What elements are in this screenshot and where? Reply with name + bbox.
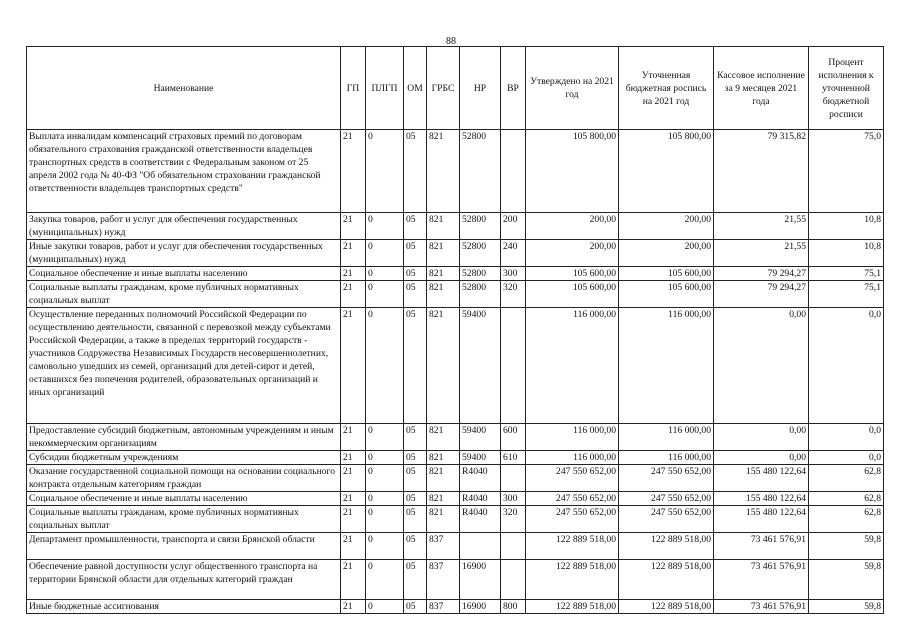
cell-cash: 79 294,27: [714, 267, 809, 281]
cell-vr: 800: [501, 600, 526, 614]
cell-grbs: 821: [427, 465, 460, 492]
cell-np: R4040: [460, 465, 501, 492]
cell-gp: 21: [341, 240, 366, 267]
cell-percent: 59,8: [809, 560, 884, 600]
cell-vr: 320: [501, 281, 526, 308]
cell-ppgp: 0: [366, 600, 404, 614]
cell-grbs: 837: [427, 600, 460, 614]
cell-refined: 247 550 652,00: [619, 506, 714, 533]
header-grbs: ГРБС: [427, 47, 460, 130]
cell-grbs: 837: [427, 533, 460, 560]
cell-np: 52800: [460, 240, 501, 267]
cell-ppgp: 0: [366, 465, 404, 492]
cell-name: Иные бюджетные ассигнования: [27, 600, 341, 614]
cell-approved: 105 800,00: [526, 130, 619, 213]
cell-refined: 247 550 652,00: [619, 465, 714, 492]
cell-name: Социальное обеспечение и иные выплаты населению: [27, 267, 341, 281]
cell-np: 52800: [460, 281, 501, 308]
cell-om: 05: [404, 451, 427, 465]
cell-cash: 73 461 576,91: [714, 533, 809, 560]
cell-name: Субсидии бюджетным учреждениям: [27, 451, 341, 465]
header-name: Наименование: [27, 47, 341, 130]
cell-percent: 0,0: [809, 308, 884, 424]
cell-ppgp: 0: [366, 308, 404, 424]
budget-execution-table: [26, 46, 884, 614]
cell-np: 52800: [460, 267, 501, 281]
cell-np: 59400: [460, 451, 501, 465]
table-row: [27, 492, 884, 506]
header-np: НР: [460, 47, 501, 130]
table-row: [27, 506, 884, 533]
cell-vr: [501, 533, 526, 560]
cell-cash: 155 480 122,64: [714, 465, 809, 492]
cell-ppgp: 0: [366, 130, 404, 213]
cell-np: 59400: [460, 424, 501, 451]
cell-refined: 116 000,00: [619, 451, 714, 465]
table-row: [27, 451, 884, 465]
cell-np: 59400: [460, 308, 501, 424]
cell-grbs: 821: [427, 492, 460, 506]
cell-om: 05: [404, 424, 427, 451]
cell-cash: 0,00: [714, 308, 809, 424]
cell-percent: 0,0: [809, 424, 884, 451]
header-percent: Процент исполнения к уточненной бюджетной росписи: [809, 47, 884, 130]
table-row: [27, 213, 884, 240]
table-row: [27, 281, 884, 308]
cell-grbs: 821: [427, 213, 460, 240]
cell-vr: 600: [501, 424, 526, 451]
cell-om: 05: [404, 533, 427, 560]
cell-name: Социальные выплаты гражданам, кроме публичных нормативных социальных выплат: [27, 281, 341, 308]
cell-name: Обеспечение равной доступности услуг общественного транспорта на территории Брянской области для отдельных категорий граждан: [27, 560, 341, 600]
cell-cash: 0,00: [714, 424, 809, 451]
cell-om: 05: [404, 267, 427, 281]
cell-ppgp: 0: [366, 267, 404, 281]
cell-name: Предоставление субсидий бюджетным, автономным учреждениям и иным некоммерческим организациям: [27, 424, 341, 451]
cell-np: [460, 533, 501, 560]
cell-refined: 116 000,00: [619, 308, 714, 424]
header-ppgp: ПЛГП: [366, 47, 404, 130]
table-row: [27, 267, 884, 281]
cell-gp: 21: [341, 560, 366, 600]
cell-approved: 200,00: [526, 240, 619, 267]
cell-np: R4040: [460, 492, 501, 506]
cell-gp: 21: [341, 213, 366, 240]
cell-approved: 116 000,00: [526, 424, 619, 451]
cell-grbs: 821: [427, 308, 460, 424]
cell-cash: 21,55: [714, 240, 809, 267]
cell-ppgp: 0: [366, 492, 404, 506]
cell-grbs: 821: [427, 281, 460, 308]
cell-vr: [501, 560, 526, 600]
cell-percent: 59,8: [809, 533, 884, 560]
cell-name: Выплата инвалидам компенсаций страховых премий по договорам обязательного страхования гражданской ответственности владельцев транспортных средств в соответствии с Федеральным законом от 25 апреля 2002 года № 40-ФЗ "Об обязательном страховании гражданской ответственности владельцев транспортных средств": [27, 130, 341, 213]
cell-vr: 320: [501, 506, 526, 533]
cell-refined: 122 889 518,00: [619, 600, 714, 614]
cell-approved: 247 550 652,00: [526, 492, 619, 506]
cell-name: Осуществление переданных полномочий Российской Федерации по осуществлению деятельности, связанной с перевозкой между субъектами Российской Федерации, а также в пределах территорий государств - участников Содружества Независимых Государств несовершеннолетних, самовольно ушедших из семей, организаций для детей-сирот и детей, оставшихся без попечения родителей, образовательных организаций и иных организаций: [27, 308, 341, 424]
cell-om: 05: [404, 560, 427, 600]
cell-percent: 75,1: [809, 267, 884, 281]
cell-gp: 21: [341, 308, 366, 424]
cell-om: 05: [404, 213, 427, 240]
cell-percent: 62,8: [809, 506, 884, 533]
cell-gp: 21: [341, 451, 366, 465]
cell-name: Закупка товаров, работ и услуг для обеспечения государственных (муниципальных) нужд: [27, 213, 341, 240]
cell-name: Оказание государственной социальной помощи на основании социального контракта отдельным категориям граждан: [27, 465, 341, 492]
cell-vr: 300: [501, 492, 526, 506]
cell-ppgp: 0: [366, 451, 404, 465]
cell-percent: 62,8: [809, 465, 884, 492]
cell-gp: 21: [341, 267, 366, 281]
header-vr: ВР: [501, 47, 526, 130]
cell-gp: 21: [341, 533, 366, 560]
cell-approved: 247 550 652,00: [526, 465, 619, 492]
cell-approved: 122 889 518,00: [526, 600, 619, 614]
cell-om: 05: [404, 492, 427, 506]
cell-approved: 122 889 518,00: [526, 533, 619, 560]
cell-gp: 21: [341, 506, 366, 533]
cell-cash: 73 461 576,91: [714, 600, 809, 614]
cell-grbs: 821: [427, 240, 460, 267]
cell-np: R4040: [460, 506, 501, 533]
cell-vr: 200: [501, 213, 526, 240]
cell-ppgp: 0: [366, 213, 404, 240]
cell-ppgp: 0: [366, 506, 404, 533]
cell-refined: 105 600,00: [619, 267, 714, 281]
cell-cash: 79 315,82: [714, 130, 809, 213]
page-number: 88: [446, 36, 456, 47]
cell-cash: 21,55: [714, 213, 809, 240]
cell-om: 05: [404, 465, 427, 492]
header-gp: ГП: [341, 47, 366, 130]
cell-ppgp: 0: [366, 240, 404, 267]
header-refined: Уточненная бюджетная роспись на 2021 год: [619, 47, 714, 130]
cell-approved: 247 550 652,00: [526, 506, 619, 533]
cell-refined: 122 889 518,00: [619, 560, 714, 600]
cell-grbs: 821: [427, 451, 460, 465]
cell-vr: 240: [501, 240, 526, 267]
cell-cash: 0,00: [714, 451, 809, 465]
cell-cash: 79 294,27: [714, 281, 809, 308]
cell-refined: 200,00: [619, 213, 714, 240]
cell-np: 52800: [460, 213, 501, 240]
cell-grbs: 821: [427, 424, 460, 451]
cell-refined: 105 800,00: [619, 130, 714, 213]
cell-name: Департамент промышленности, транспорта и связи Брянской области: [27, 533, 341, 560]
cell-approved: 105 600,00: [526, 267, 619, 281]
cell-np: 52800: [460, 130, 501, 213]
cell-grbs: 821: [427, 130, 460, 213]
table-row: [27, 600, 884, 614]
cell-refined: 105 600,00: [619, 281, 714, 308]
table-body: [27, 130, 884, 614]
table-row: [27, 560, 884, 600]
cell-ppgp: 0: [366, 424, 404, 451]
cell-ppgp: 0: [366, 281, 404, 308]
table-row: [27, 308, 884, 424]
cell-name: Иные закупки товаров, работ и услуг для обеспечения государственных (муниципальных) нужд: [27, 240, 341, 267]
cell-refined: 116 000,00: [619, 424, 714, 451]
cell-percent: 0,0: [809, 451, 884, 465]
cell-name: Социальные выплаты гражданам, кроме публичных нормативных социальных выплат: [27, 506, 341, 533]
cell-cash: 155 480 122,64: [714, 492, 809, 506]
cell-om: 05: [404, 506, 427, 533]
cell-om: 05: [404, 308, 427, 424]
cell-gp: 21: [341, 424, 366, 451]
cell-vr: [501, 130, 526, 213]
cell-percent: 62,8: [809, 492, 884, 506]
cell-refined: 200,00: [619, 240, 714, 267]
cell-approved: 116 000,00: [526, 308, 619, 424]
cell-np: 16900: [460, 560, 501, 600]
cell-np: 16900: [460, 600, 501, 614]
cell-percent: 75,1: [809, 281, 884, 308]
cell-gp: 21: [341, 600, 366, 614]
header-om: ОМ: [404, 47, 427, 130]
cell-cash: 155 480 122,64: [714, 506, 809, 533]
header-approved: Утверждено на 2021 год: [526, 47, 619, 130]
table-header-row: [27, 47, 884, 130]
cell-vr: 300: [501, 267, 526, 281]
cell-om: 05: [404, 281, 427, 308]
cell-vr: 610: [501, 451, 526, 465]
cell-grbs: 821: [427, 506, 460, 533]
cell-refined: 247 550 652,00: [619, 492, 714, 506]
cell-approved: 116 000,00: [526, 451, 619, 465]
cell-approved: 105 600,00: [526, 281, 619, 308]
cell-gp: 21: [341, 130, 366, 213]
cell-percent: 10,8: [809, 213, 884, 240]
table-row: [27, 533, 884, 560]
cell-om: 05: [404, 240, 427, 267]
cell-vr: [501, 308, 526, 424]
cell-percent: 10,8: [809, 240, 884, 267]
header-cash: Кассовое исполнение за 9 месяцев 2021 года: [714, 47, 809, 130]
table-row: [27, 424, 884, 451]
cell-percent: 75,0: [809, 130, 884, 213]
cell-ppgp: 0: [366, 560, 404, 600]
cell-gp: 21: [341, 465, 366, 492]
cell-gp: 21: [341, 281, 366, 308]
cell-name: Социальное обеспечение и иные выплаты населению: [27, 492, 341, 506]
cell-ppgp: 0: [366, 533, 404, 560]
cell-grbs: 821: [427, 267, 460, 281]
cell-om: 05: [404, 600, 427, 614]
cell-approved: 200,00: [526, 213, 619, 240]
cell-gp: 21: [341, 492, 366, 506]
table-row: [27, 130, 884, 213]
cell-vr: [501, 465, 526, 492]
cell-percent: 59,8: [809, 600, 884, 614]
table-row: [27, 240, 884, 267]
table-row: [27, 465, 884, 492]
cell-approved: 122 889 518,00: [526, 560, 619, 600]
cell-om: 05: [404, 130, 427, 213]
cell-grbs: 837: [427, 560, 460, 600]
cell-cash: 73 461 576,91: [714, 560, 809, 600]
cell-refined: 122 889 518,00: [619, 533, 714, 560]
